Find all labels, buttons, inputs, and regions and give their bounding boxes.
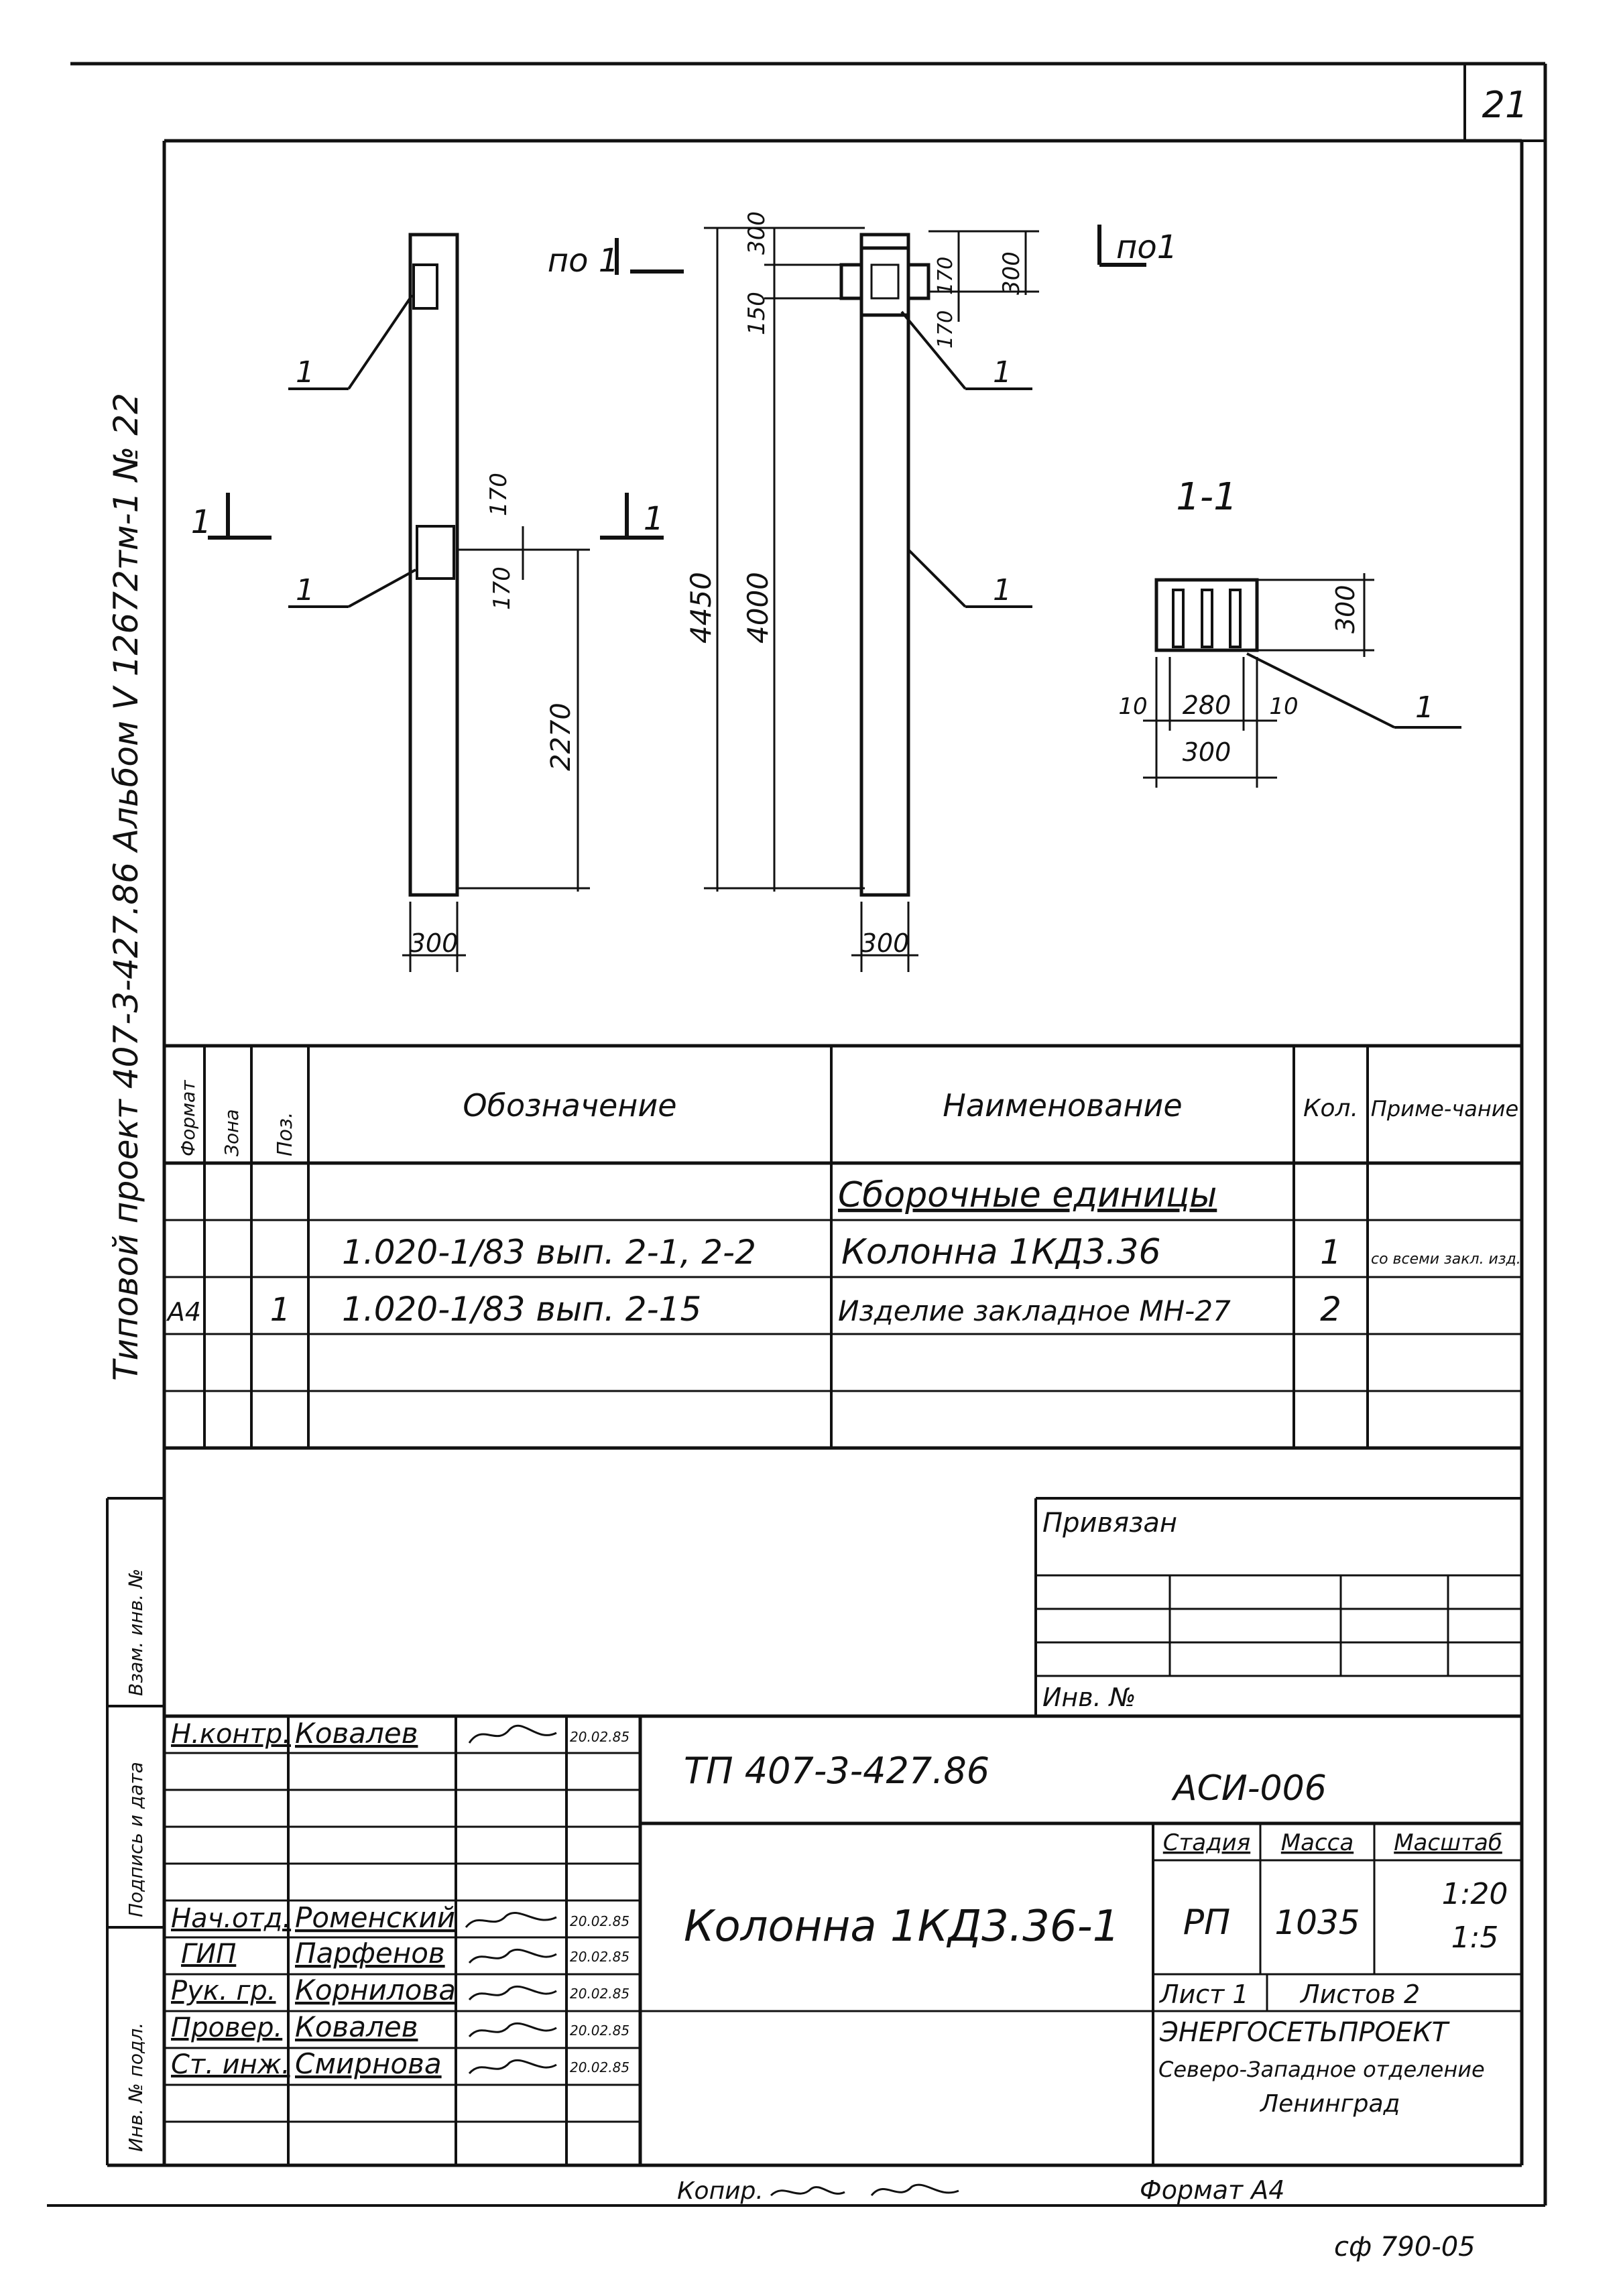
project-code: ТП 407-3-427.86: [684, 1750, 990, 1792]
scale-value-2: 1:5: [1451, 1921, 1499, 1955]
spec-section-heading: Сборочные единицы: [838, 1175, 1217, 1215]
leader-pos-1e: 1: [1415, 690, 1434, 725]
dim-170-b: 170: [489, 566, 516, 610]
signature-scribble: [469, 2023, 556, 2037]
signature-row-2: [181, 1937, 629, 1970]
th-designation: Обозначение: [463, 1087, 677, 1124]
spec-row1-name: Колонна 1КД3.36: [841, 1232, 1161, 1272]
copier-signature-2: [871, 2185, 959, 2195]
footer-format: Формат А4: [1140, 2175, 1285, 2205]
dim-sec-10-right: 10: [1269, 693, 1299, 720]
scale-label: Масштаб: [1394, 1829, 1502, 1856]
dim-170-c: 170: [934, 256, 957, 295]
org-line-3: Ленинград: [1260, 2090, 1400, 2118]
th-pos: Поз.: [274, 1111, 297, 1156]
sig-date: 20.02.85: [570, 2022, 630, 2039]
signature-row-3: [171, 1974, 629, 2006]
dim-150: 150: [743, 292, 770, 335]
copier-signature: [771, 2187, 845, 2195]
stage-value: РП: [1183, 1902, 1231, 1943]
dim-300-col1: 300: [409, 928, 459, 958]
sig-role: Н.контр.: [171, 1719, 291, 1750]
section-mark-po1-right: по1: [1116, 229, 1178, 266]
signature-row-0: [171, 1717, 629, 1750]
sheet-number: 21: [1482, 84, 1528, 126]
dim-300-col2: 300: [860, 928, 910, 958]
signature-row-4: [171, 2010, 629, 2043]
sheet-frame: [47, 64, 1545, 2206]
dim-4450: 4450: [684, 572, 717, 644]
leader-pos-1b: 1: [296, 573, 314, 607]
sig-role: Нач.отд.: [171, 1903, 292, 1934]
mass-label: Масса: [1280, 1829, 1354, 1856]
spec-row2-pos: 1: [269, 1291, 291, 1329]
dim-300-right: 300: [998, 251, 1025, 295]
spec-row2-format: А4: [167, 1297, 202, 1327]
dim-300-top: 300: [743, 211, 770, 255]
th-note: Приме-чание: [1370, 1096, 1519, 1122]
sig-name: Смирнова: [295, 2047, 442, 2080]
drawing-title: Колонна 1КД3.36-1: [684, 1902, 1120, 1951]
sheet-label: Лист 1: [1160, 1980, 1249, 2009]
footer-stamp: сф 790-05: [1334, 2232, 1476, 2262]
sig-date: 20.02.85: [570, 1913, 630, 1929]
sig-name: Парфенов: [295, 1937, 445, 1970]
th-zone: Зона: [221, 1109, 243, 1156]
stub-label-vzam: Взам. инв. №: [125, 1568, 147, 1696]
section-title: 1-1: [1176, 475, 1238, 519]
doc-code: АСИ-006: [1173, 1768, 1327, 1809]
privyazan-title: Привязан: [1042, 1508, 1178, 1538]
stub-label-inv: Инв. № подл.: [125, 2022, 147, 2152]
signature-row-1: [171, 1901, 629, 1934]
spec-row1-note: со всеми закл. изд.: [1371, 1251, 1521, 1268]
sig-name: Ковалев: [295, 1717, 418, 1750]
footer-copied: Копир.: [677, 2177, 764, 2205]
privyazan-block: [164, 1498, 1522, 1716]
spec-row2-designation: 1.020-1/83 вып. 2-15: [342, 1290, 702, 1329]
th-qty: Кол.: [1303, 1095, 1359, 1122]
scale-value-1: 1:20: [1441, 1877, 1508, 1911]
sig-role: ГИП: [181, 1939, 237, 1970]
sig-role: Ст. инж.: [171, 2049, 290, 2080]
sig-role: Рук. гр.: [171, 1976, 276, 2006]
side-strip-text: Типовой проект 407-3-427.86 Альбом V 12672тм-1 № 22: [107, 393, 145, 1381]
dim-170-d: 170: [934, 310, 957, 349]
section-mark-1-mid: 1: [643, 500, 664, 538]
signature-scribble: [469, 1986, 556, 2000]
signature-scribble: [469, 2060, 556, 2073]
sig-date: 20.02.85: [570, 2059, 630, 2075]
th-name: Наименование: [943, 1087, 1183, 1124]
sig-date: 20.02.85: [570, 1949, 630, 1965]
sig-date: 20.02.85: [570, 1986, 630, 2002]
stage-label: Стадия: [1162, 1829, 1251, 1856]
sig-name: Корнилова: [295, 1974, 456, 2006]
mass-value: 1035: [1274, 1903, 1360, 1942]
org-line-1: ЭНЕРГОСЕТЬПРОЕКТ: [1160, 2017, 1449, 2048]
sig-date: 20.02.85: [570, 1729, 630, 1745]
sig-name: Ковалев: [295, 2010, 418, 2043]
spec-row1-designation: 1.020-1/83 вып. 2-1, 2-2: [342, 1233, 756, 1272]
spec-row2-qty: 2: [1320, 1290, 1341, 1329]
leader-pos-1c: 1: [993, 355, 1012, 389]
sig-role: Провер.: [171, 2012, 283, 2043]
signature-scribble: [466, 1913, 556, 1927]
sheets-label: Листов 2: [1301, 1980, 1421, 2009]
section-mark-1-left: 1: [190, 503, 212, 541]
dim-4000: 4000: [741, 572, 774, 644]
dim-2270: 2270: [546, 703, 577, 771]
leader-pos-1a: 1: [296, 355, 314, 389]
privyazan-inv: Инв. №: [1042, 1683, 1136, 1712]
signature-scribble: [469, 1726, 556, 1743]
leader-pos-1d: 1: [993, 573, 1012, 607]
signature-scribble: [469, 1949, 556, 1963]
th-format: Формат: [177, 1080, 199, 1156]
stub-label-sign: Подпись и дата: [125, 1762, 147, 1917]
org-line-2: Северо-Западное отделение: [1158, 2057, 1485, 2082]
dim-sec-300-w: 300: [1182, 737, 1231, 767]
section-mark-po1-left: по 1: [547, 242, 619, 280]
dim-sec-280: 280: [1182, 690, 1231, 720]
spec-row2-name: Изделие закладное МН-27: [838, 1294, 1231, 1327]
dim-sec-300-h: 300: [1331, 585, 1360, 633]
dim-sec-10-left: 10: [1118, 693, 1148, 720]
spec-row1-qty: 1: [1320, 1233, 1341, 1272]
sig-name: Роменский: [295, 1901, 456, 1934]
signature-row-5: [171, 2047, 629, 2080]
column-elevation-1: [208, 235, 684, 972]
dim-170-a: 170: [485, 473, 512, 516]
